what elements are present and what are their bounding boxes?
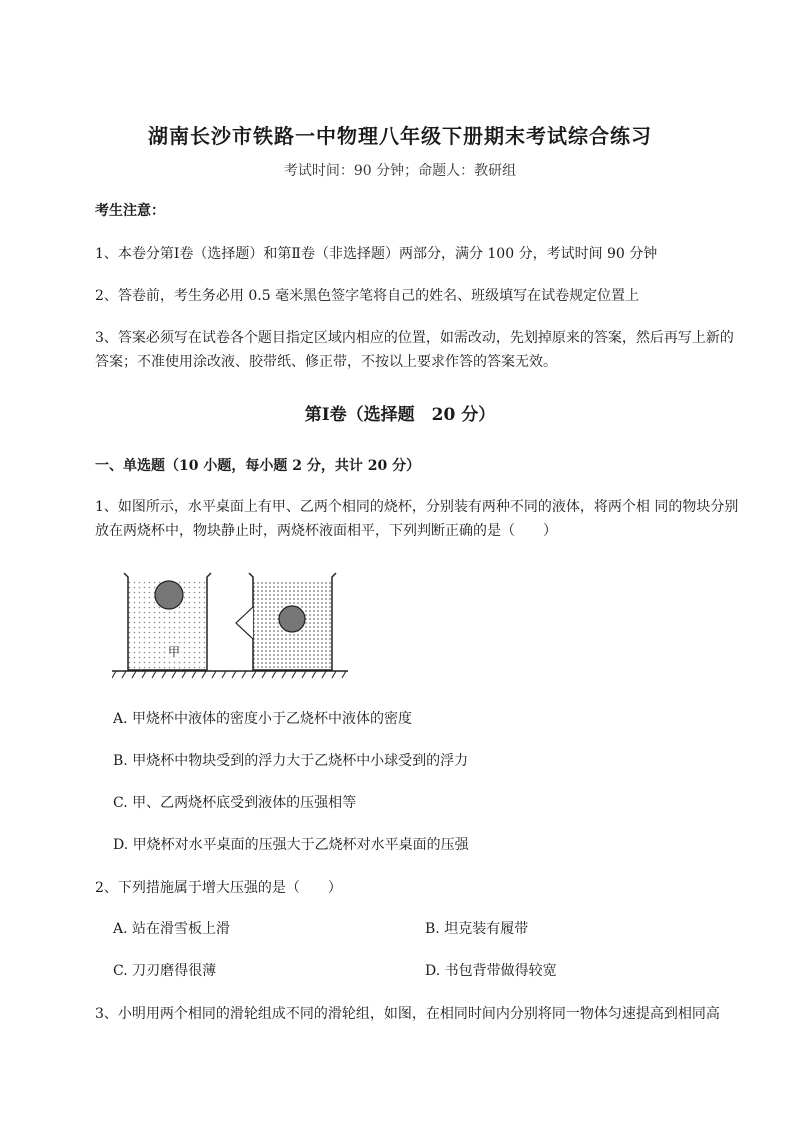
table-hatch (112, 671, 346, 678)
q1-option-a: A. 甲烧杯中液体的密度小于乙烧杯中液体的密度 (113, 711, 413, 727)
q1-option-d: D. 甲烧杯对水平桌面的压强大于乙烧杯对水平桌面的压强 (113, 837, 469, 853)
block-jia (155, 581, 183, 609)
question-3-stem: 3、小明用两个相同的滑轮组成不同的滑轮组，如图，在相同时间内分别将同一物体匀速提高到相同高 (95, 1006, 720, 1022)
section-title: 第Ⅰ卷（选择题 20 分） (304, 405, 496, 425)
page-subtitle: 考试时间：90 分钟；命题人：教研组 (283, 163, 517, 179)
part-heading: 一、单选题（10 小题，每小题 2 分，共计 20 分） (95, 458, 421, 474)
q2-option-d: D. 书包背带做得较宽 (425, 963, 557, 979)
q1-option-c: C. 甲、乙两烧杯底受到液体的压强相等 (113, 795, 357, 811)
block-yi (279, 606, 305, 632)
question-2-stem: 2、下列措施属于增大压强的是（ ） (95, 880, 342, 896)
notice-item-2: 2、答卷前，考生务必用 0.5 毫米黑色签字笔将自己的姓名、班级填写在试卷规定位置上 (95, 288, 640, 304)
q2-option-b: B. 坦克装有履带 (425, 921, 529, 937)
q2-option-c: C. 刀刃磨得很薄 (113, 963, 217, 979)
page-title: 湖南长沙市铁路一中物理八年级下册期末考试综合练习 (148, 124, 652, 148)
notice-heading: 考生注意： (95, 203, 165, 219)
beaker-figure (112, 565, 352, 689)
question-1-stem: 1、如图所示，水平桌面上有甲、乙两个相同的烧杯，分别装有两种不同的液体，将两个相 同的物块分别放在两烧杯中，物块静止时，两烧杯液面相平，下列判断正确的是（ ） (95, 499, 739, 539)
q1-option-b: B. 甲烧杯中物块受到的浮力大于乙烧杯中小球受到的浮力 (113, 753, 469, 769)
beaker-label-jia: 甲 (168, 645, 181, 659)
q2-option-a: A. 站在滑雪板上滑 (113, 921, 231, 937)
notice-item-1: 1、本卷分第Ⅰ卷（选择题）和第Ⅱ卷（非选择题）两部分，满分 100 分，考试时间 90 分钟 (95, 246, 658, 262)
notice-item-3: 3、答案必须写在试卷各个题目指定区域内相应的位置，如需改动，先划掉原来的答案，然后再写上新的答案；不准使用涂改液、胶带纸、修正带，不按以上要求作答的答案无效。 (95, 330, 734, 370)
